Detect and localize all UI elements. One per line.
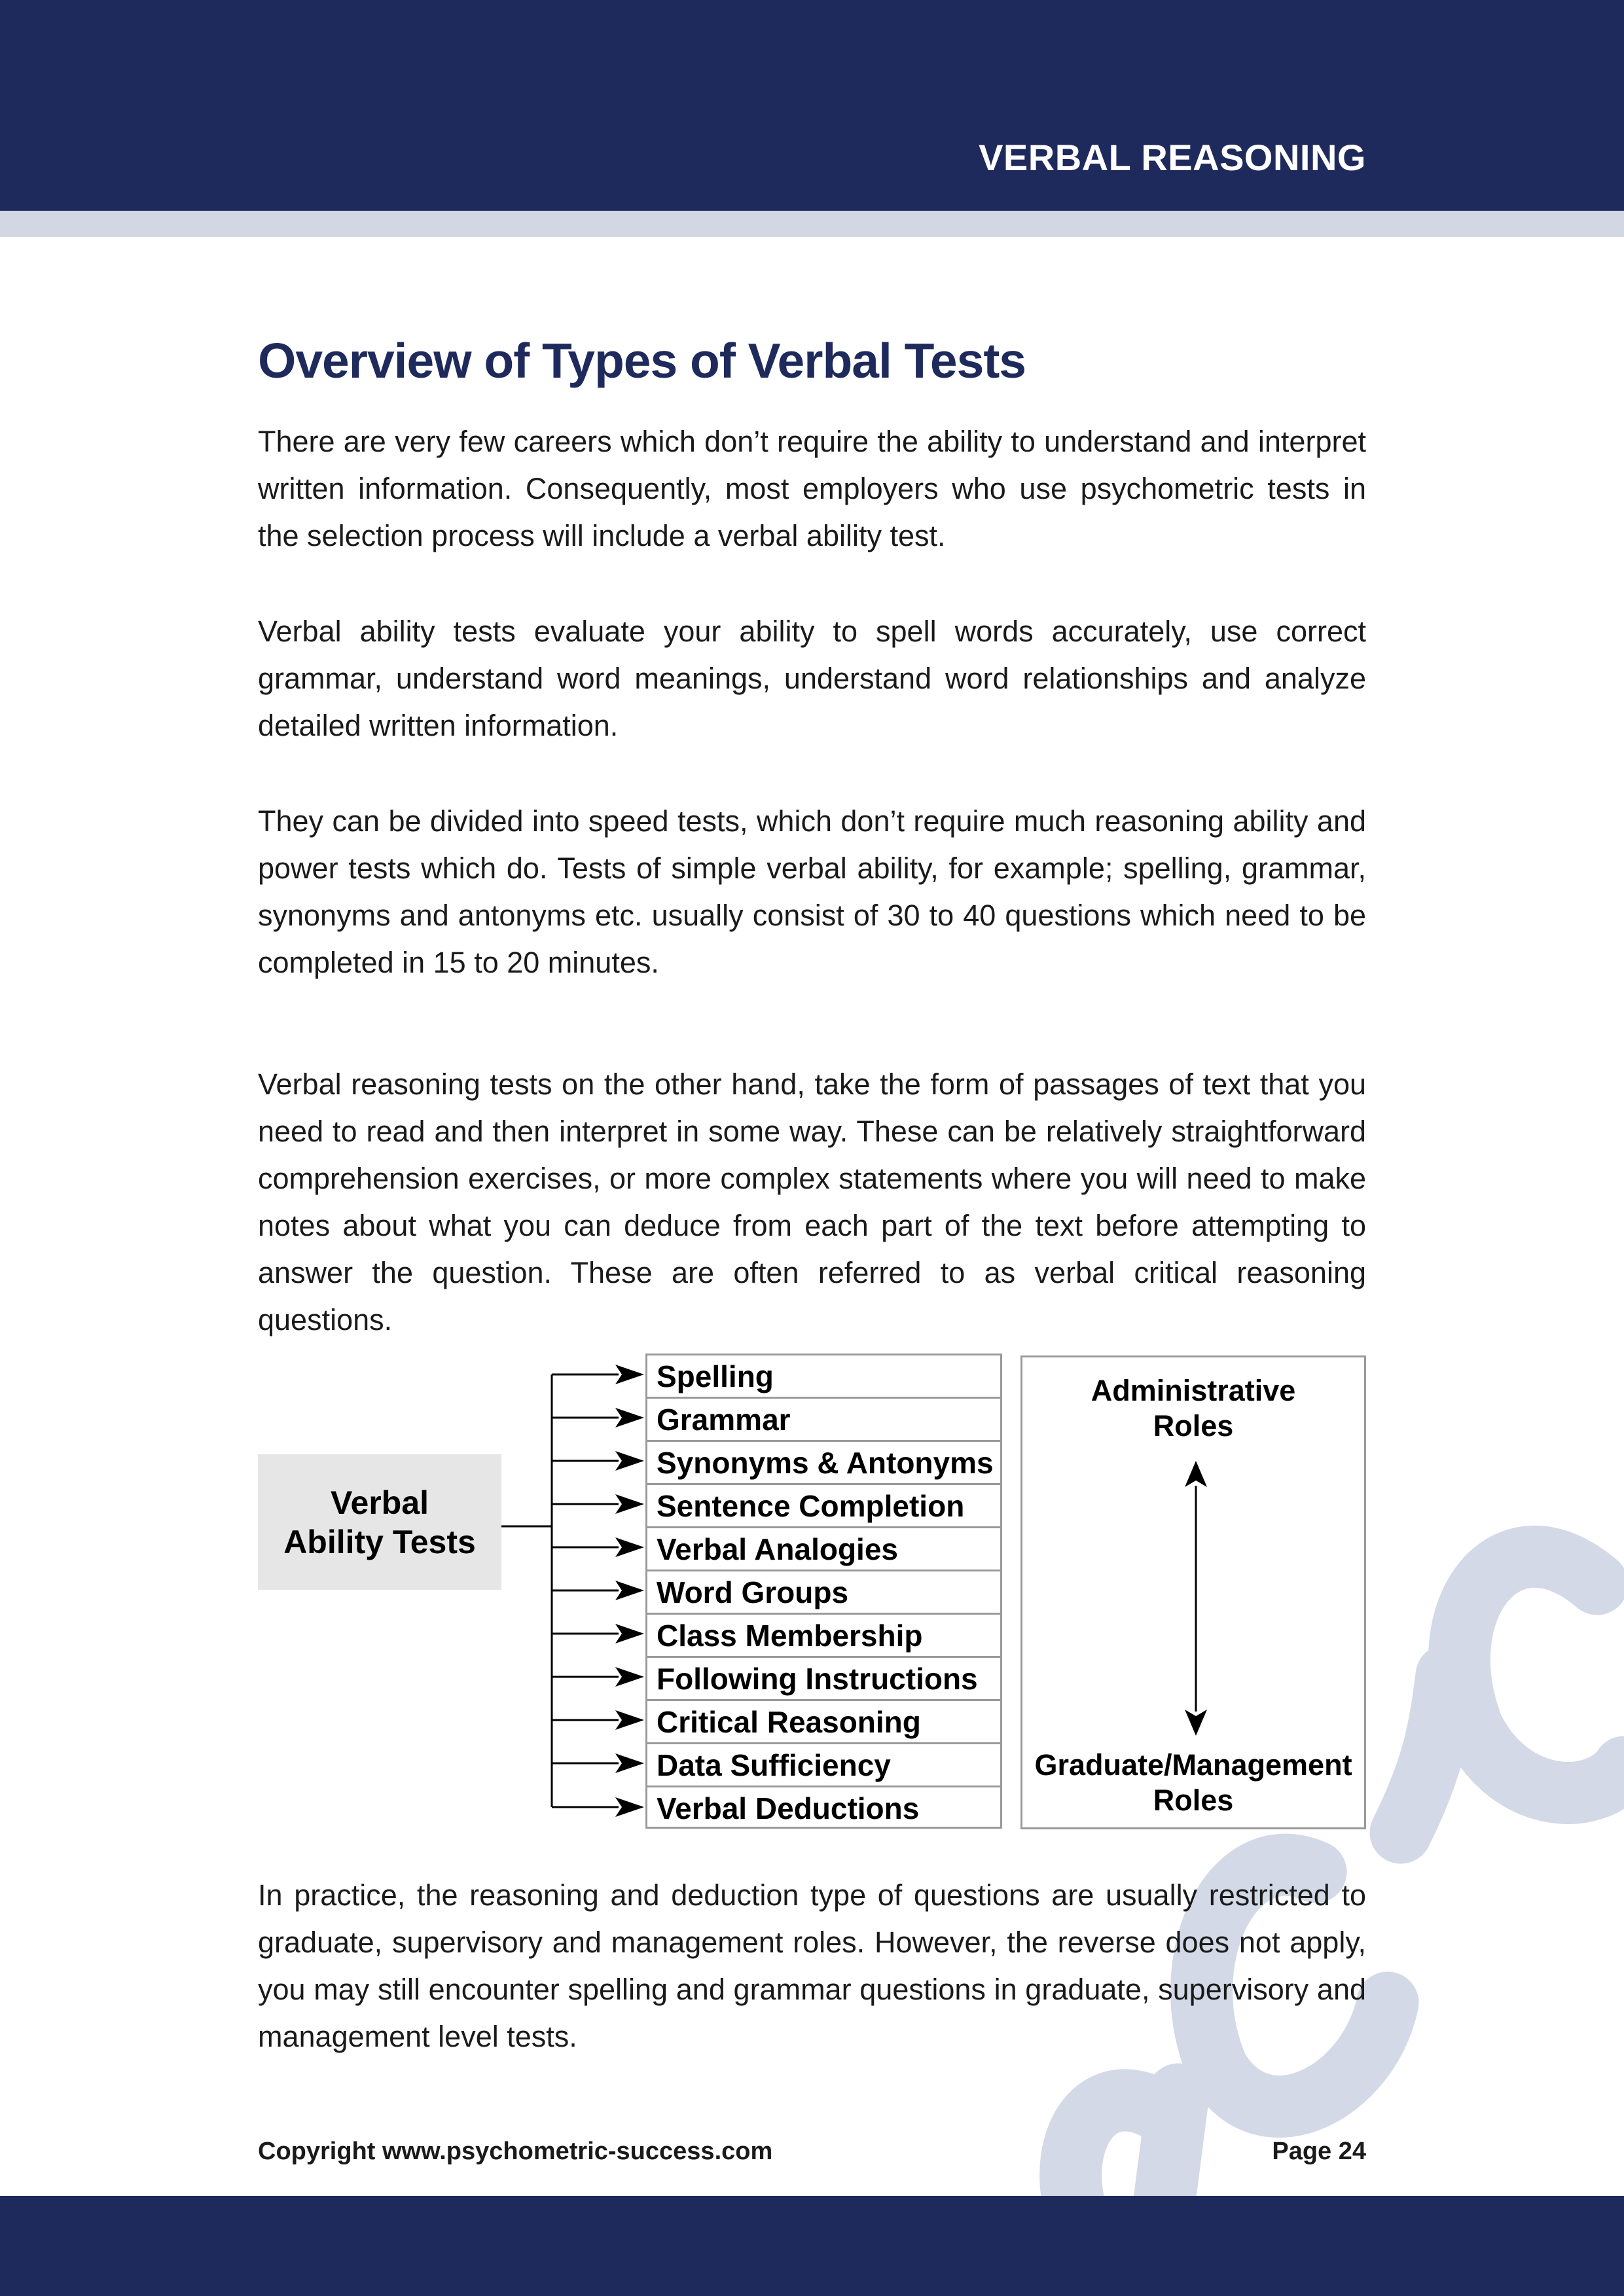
- reasoning-paragraph: Verbal reasoning tests on the other hand, take the form of passages of text that you need to read and then interpret in some way. These can be relatively straightforward comprehension exercises, or more complex statements where you will need to make notes about what you can deduce from each part of the text before attempting to answer the question. These are often referred to as verbal critical reasoning questions.: [258, 1067, 1366, 1336]
- roles-range-box: [1020, 1355, 1366, 1829]
- root-label-line1: Verbal: [330, 1484, 429, 1521]
- page-heading: Overview of Types of Verbal Tests: [258, 333, 1026, 388]
- intro-paragraph: There are very few careers which don’t require the ability to understand and interpret written information. Consequently, most employers who use psychometric tests in the selection process will include a verbal ability test.: [258, 425, 1366, 552]
- test-item-spelling: Spelling: [647, 1355, 1000, 1399]
- test-item-critical-reasoning: Critical Reasoning: [647, 1701, 1000, 1744]
- test-types-list: [645, 1354, 1002, 1829]
- test-item-verbal-analogies: Verbal Analogies: [647, 1528, 1000, 1571]
- page-number: Page 24: [1272, 2138, 1366, 2165]
- test-item-verbal-deductions: Verbal Deductions: [657, 1791, 920, 1825]
- test-item-synonyms-antonyms: Synonyms & Antonyms: [647, 1442, 1000, 1485]
- copyright-text: Copyright www.psychometric-success.com: [258, 2138, 773, 2165]
- root-label-line2: Ability Tests: [283, 1523, 476, 1560]
- footer-band: [0, 2196, 1624, 2296]
- practice-paragraph: In practice, the reasoning and deduction type of questions are usually restricted to graduate, supervisory and management roles. However, the reverse does not apply, you may still encounter spelling and grammar questions in graduate, supervisory and management level tests.: [258, 1878, 1366, 2053]
- test-item-class-membership: Class Membership: [647, 1615, 1000, 1658]
- administrative-roles-label: Administrative Roles: [1091, 1374, 1296, 1443]
- section-title: VERBAL REASONING: [979, 137, 1366, 178]
- header-band: [0, 0, 1624, 211]
- speed-power-paragraph: They can be divided into speed tests, which don’t require much reasoning ability and power tests which do. Tests of simple verbal ability, for example; spelling, grammar, synonyms and antonyms etc. usually consist of 30 to 40 questions which need to be completed in 15 to 20 minutes.: [258, 804, 1366, 979]
- test-item-word-groups: Word Groups: [647, 1571, 1000, 1615]
- test-item-sentence-completion: Sentence Completion: [647, 1485, 1000, 1528]
- verbal-ability-tests-box: [258, 1454, 501, 1590]
- header-stripe: [0, 211, 1624, 237]
- ability-paragraph: Verbal ability tests evaluate your ability to spell words accurately, use correct grammar, understand word meanings, understand word relationships and analyze detailed written information.: [258, 615, 1366, 742]
- test-item-data-sufficiency: Data Sufficiency: [647, 1744, 1000, 1787]
- graduate-management-roles-label: Graduate/Management Roles: [1034, 1748, 1352, 1817]
- test-item-following-instructions: Following Instructions: [647, 1658, 1000, 1701]
- test-item-grammar: Grammar: [647, 1399, 1000, 1442]
